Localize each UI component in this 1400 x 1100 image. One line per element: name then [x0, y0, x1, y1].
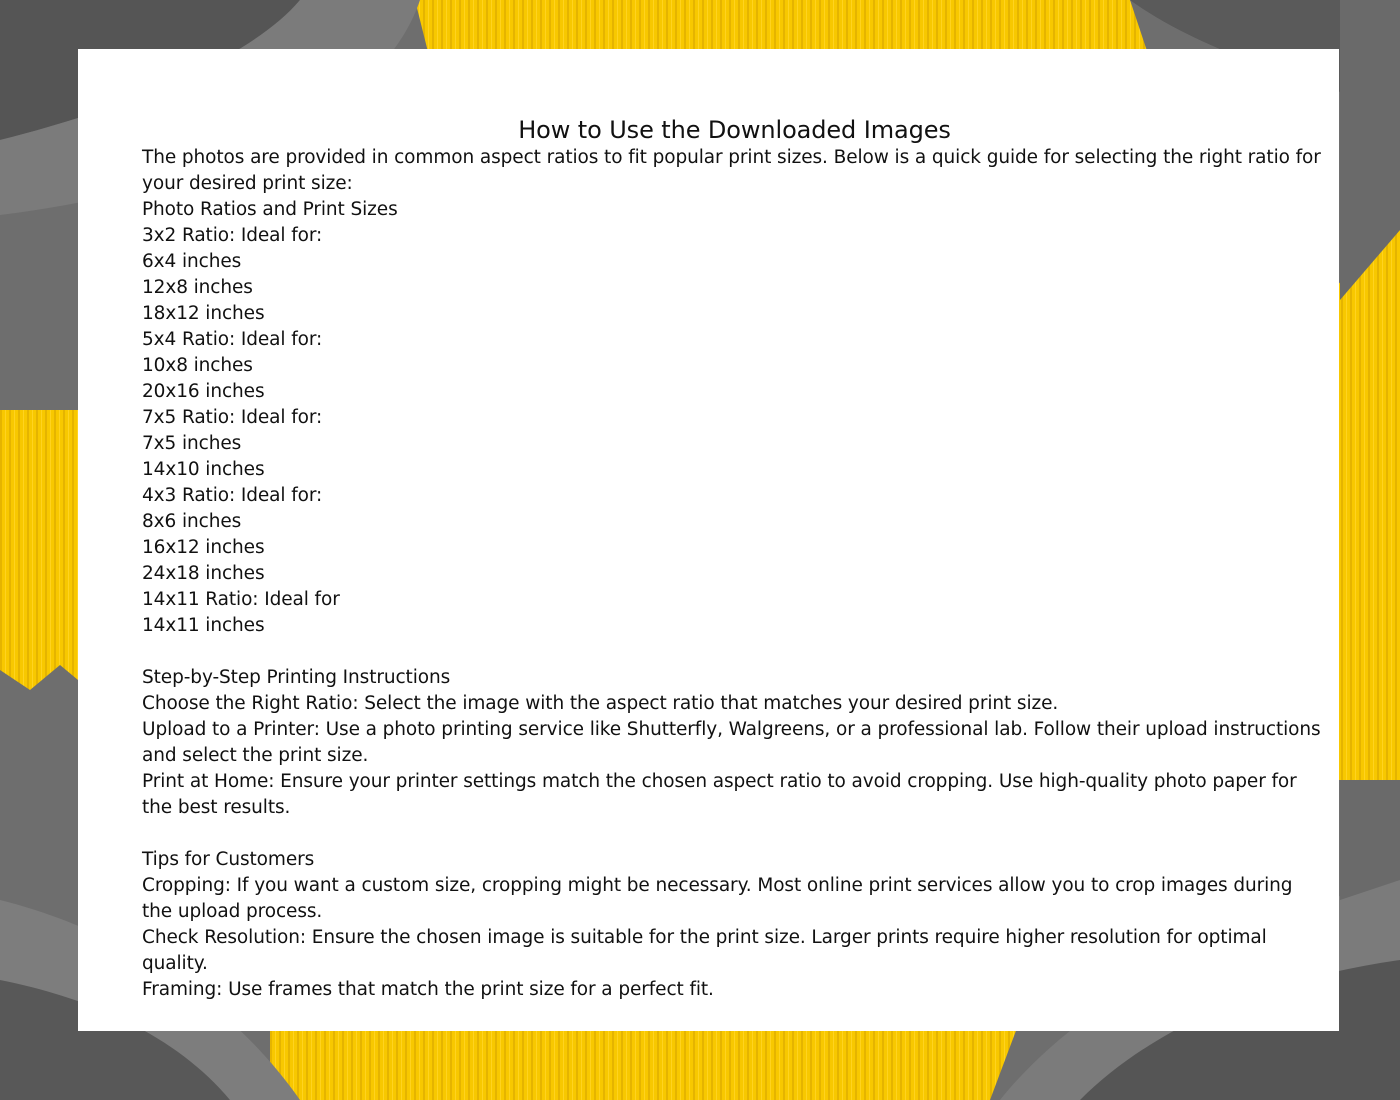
- ratio-label: 5x4 Ratio: Ideal for:: [142, 329, 323, 350]
- intro-text: The photos are provided in common aspect ratios to fit popular print sizes. Below is a quick guide for selecting the right ratio for your desired print size:: [142, 147, 1321, 194]
- print-size: 20x16 inches: [142, 381, 265, 402]
- print-size: 7x5 inches: [142, 433, 242, 454]
- page-title: How to Use the Downloaded Images: [518, 116, 951, 144]
- print-size: 16x12 inches: [142, 537, 265, 558]
- print-size: 24x18 inches: [142, 563, 265, 584]
- ratio-label: 3x2 Ratio: Ideal for:: [142, 225, 323, 246]
- tip-item: Cropping: If you want a custom size, cropping might be necessary. Most online print services allow you to crop images during the upload process.: [142, 875, 1293, 922]
- spacer: [142, 639, 1327, 665]
- step-item: Choose the Right Ratio: Select the image with the aspect ratio that matches your desired print size.: [142, 693, 1059, 714]
- print-size: 12x8 inches: [142, 277, 253, 298]
- document-content: [142, 115, 1327, 1003]
- print-size: 14x11 inches: [142, 615, 265, 636]
- ratio-label: 14x11 Ratio: Ideal for: [142, 589, 340, 610]
- print-size: 10x8 inches: [142, 355, 253, 376]
- ratios-heading: Photo Ratios and Print Sizes: [142, 199, 398, 220]
- tip-item: Check Resolution: Ensure the chosen image is suitable for the print size. Larger prints require higher resolution for optimal quality.: [142, 927, 1267, 974]
- steps-heading: Step-by-Step Printing Instructions: [142, 667, 451, 688]
- print-size: 8x6 inches: [142, 511, 242, 532]
- step-item: Print at Home: Ensure your printer settings match the chosen aspect ratio to avoid cropping. Use high-quality photo paper for the best results.: [142, 771, 1297, 818]
- tips-heading: Tips for Customers: [142, 849, 315, 870]
- print-size: 14x10 inches: [142, 459, 265, 480]
- print-size: 6x4 inches: [142, 251, 242, 272]
- print-size: 18x12 inches: [142, 303, 265, 324]
- spacer: [142, 821, 1327, 847]
- ratio-label: 7x5 Ratio: Ideal for:: [142, 407, 323, 428]
- ratio-label: 4x3 Ratio: Ideal for:: [142, 485, 323, 506]
- tip-item: Framing: Use frames that match the print size for a perfect fit.: [142, 979, 714, 1000]
- document-card: [78, 49, 1339, 1031]
- step-item: Upload to a Printer: Use a photo printing service like Shutterfly, Walgreens, or a professional lab. Follow their upload instructions and select the print size.: [142, 719, 1321, 766]
